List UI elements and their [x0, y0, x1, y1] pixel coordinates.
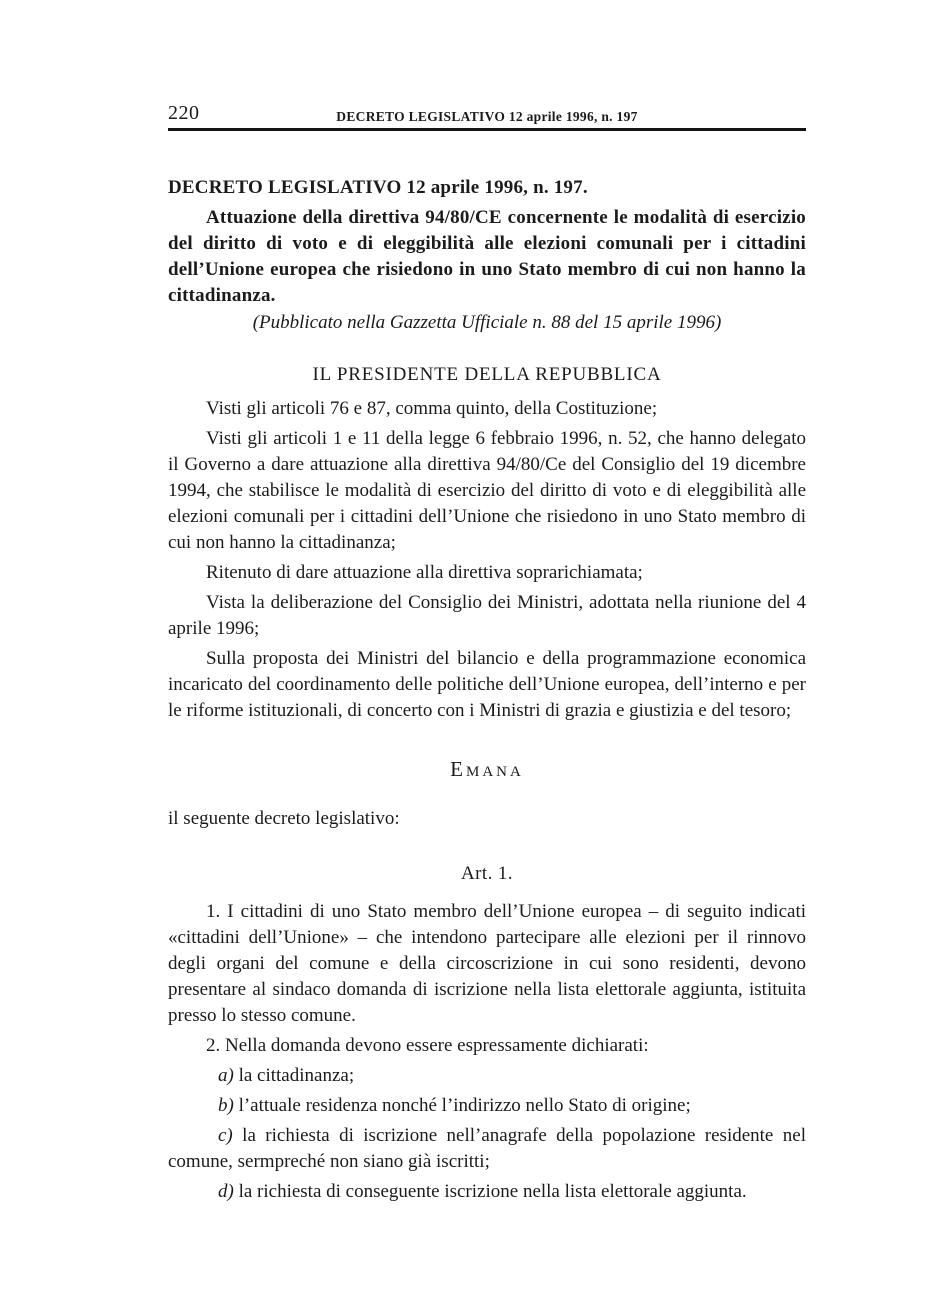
item-text-c: la richiesta di iscrizione nell’anagrafe della popolazione residente nel comune, sermpreché non siano già iscritti;: [168, 1125, 806, 1172]
preamble-paragraph-3: Ritenuto di dare attuazione alla direttiva soprarichiamata;: [206, 562, 643, 583]
decree-title: DECRETO LEGISLATIVO 12 aprile 1996, n. 197.: [168, 177, 588, 198]
item-text-b: l’attuale residenza nonché l’indirizzo nello Stato di origine;: [233, 1095, 691, 1116]
publication-note: (Pubblicato nella Gazzetta Ufficiale n. 88 del 15 aprile 1996): [252, 312, 722, 333]
article-item-d: [168, 1179, 806, 1205]
item-marker-c: c): [218, 1125, 233, 1146]
item-marker-d: d): [218, 1181, 234, 1202]
item-text-d: la richiesta di conseguente iscrizione nella lista elettorale aggiunta.: [233, 1181, 747, 1202]
header-rule: [168, 128, 806, 131]
enacting-lead: il seguente decreto legislativo:: [168, 808, 400, 829]
item-marker-a: a): [218, 1065, 234, 1086]
item-marker-b: b): [218, 1095, 234, 1116]
emana-heading: Emana: [450, 757, 524, 781]
article-item-b: [168, 1093, 806, 1119]
article-item-a: [168, 1063, 806, 1089]
item-text-a: la cittadinanza;: [233, 1065, 355, 1086]
article-1-heading: Art. 1.: [461, 863, 513, 884]
page-number: 220: [168, 102, 200, 124]
article-1-paragraph-1: 1. I cittadini di uno Stato membro dell’Unione europea – di seguito indicati «cittadini dell’Unione» – che intendono partecipare alle elezioni per il rinnovo degli organi del comune e della circoscrizione in cui sono residenti, devono presentare al sindaco domanda di iscrizione nella lista elettorale aggiunta, istituita presso lo stesso comune.: [168, 901, 806, 1026]
running-title: DECRETO LEGISLATIVO 12 aprile 1996, n. 197: [336, 109, 638, 124]
preamble-paragraph-2: Visti gli articoli 1 e 11 della legge 6 febbraio 1996, n. 52, che hanno delegato il Governo a dare attuazione alla direttiva 94/80/Ce del Consiglio del 19 dicembre 1994, che stabilisce le modalità di esercizio del diritto di voto e di eleggibilità alle elezioni comunali per i cittadini dell’Unione che risiedono in uno Stato membro di cui non hanno la cittadinanza;: [168, 428, 806, 553]
authority-heading: IL PRESIDENTE DELLA REPUBBLICA: [312, 364, 662, 385]
page-header: [168, 102, 806, 128]
article-1-paragraph-2: 2. Nella domanda devono essere espressamente dichiarati:: [206, 1035, 649, 1056]
decree-subtitle: Attuazione della direttiva 94/80/CE concernente le modalità di esercizio del diritto di voto e di eleggibilità alle elezioni comunali per i cittadini dell’Unione europea che risiedono in uno Stato membro di cui non hanno la cittadinanza.: [168, 207, 806, 306]
preamble-paragraph-1: Visti gli articoli 76 e 87, comma quinto, della Costituzione;: [206, 398, 658, 419]
preamble-paragraph-5: Sulla proposta dei Ministri del bilancio e della programmazione economica incaricato del coordinamento delle politiche dell’Unione europea, dell’interno e per le riforme istituzionali, di concerto con i Ministri di grazia e giustizia e del tesoro;: [168, 648, 806, 721]
preamble-paragraph-4: Vista la deliberazione del Consiglio dei Ministri, adottata nella riunione del 4 aprile 1996;: [168, 592, 806, 639]
article-item-c: [168, 1123, 806, 1175]
